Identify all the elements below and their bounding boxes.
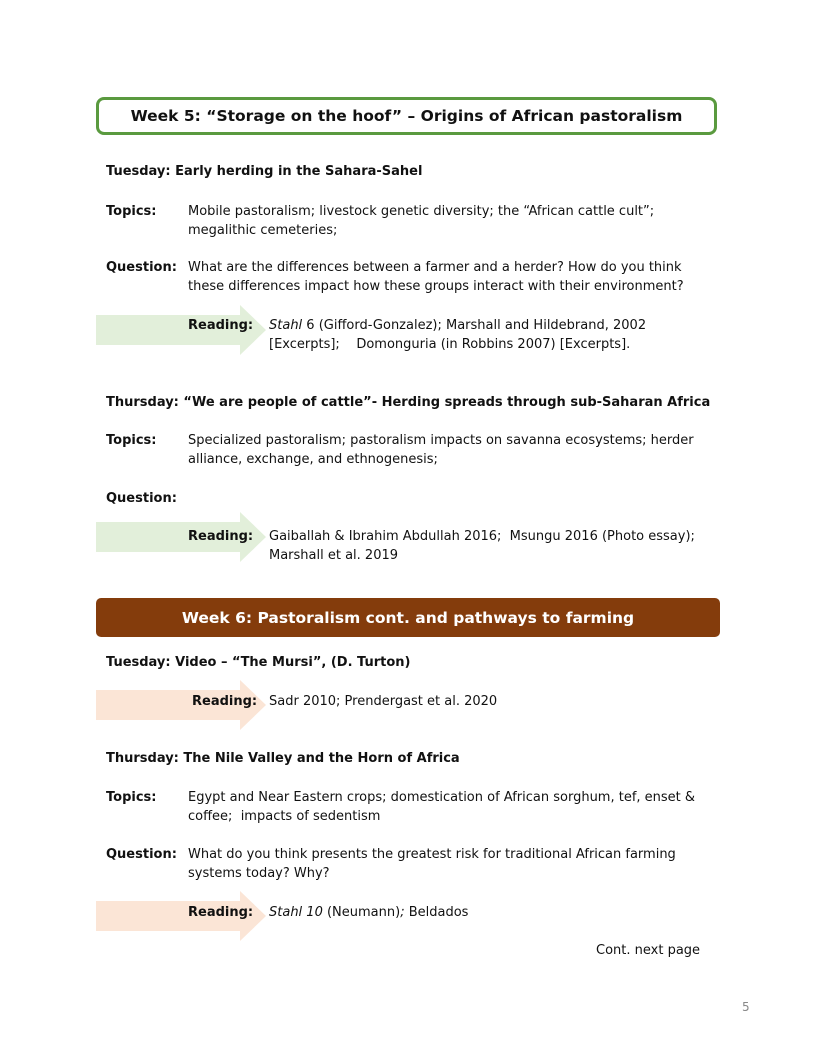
week6-thu-topics-label: Topics: [106,790,157,805]
week6-thu-question [188,845,708,883]
week5-tue-topics-label: Topics: [106,204,157,219]
topics-line: alliance, exchange, and ethnogenesis; [188,452,438,467]
continued-note: Cont. next page [596,943,701,958]
question-line: these differences impact how these groups interact with their environment? [188,279,684,294]
reading-text: (Neumann) [322,905,401,920]
week5-thu-reading-label: Reading: [188,529,254,544]
week6-thu-question-label: Question: [106,847,177,862]
week6-title-box [96,598,720,637]
reading-line: Marshall et al. 2019 [269,548,399,563]
week5-tue-question [188,258,708,296]
week5-thursday-heading: Thursday: “We are people of cattle”- Herding spreads through sub-Saharan Africa [106,395,711,410]
week6-thu-reading [269,903,709,922]
reading-italic: Stahl 10 [269,905,323,920]
week5-thu-topics [188,431,708,469]
reading-line [269,316,709,335]
reading-line: Gaiballah & Ibrahim Abdullah 2016; Msungu 2016 (Photo essay); [269,529,695,544]
reading-italic: ; [400,905,405,920]
week6-tue-reading-label: Reading: [192,694,258,709]
week6-title: Week 6: Pastoralism cont. and pathways to farming [181,608,635,627]
question-line: What do you think presents the greatest risk for traditional African farming [188,847,676,862]
page-number: 5 [742,1000,750,1014]
question-line: systems today? Why? [188,866,330,881]
week5-title: Week 5: “Storage on the hoof” – Origins of African pastoralism [130,107,683,125]
reading-italic: Stahl [269,318,303,333]
week6-thu-reading-label: Reading: [188,905,254,920]
week6-thursday-heading: Thursday: The Nile Valley and the Horn of Africa [106,751,460,766]
topics-line: Specialized pastoralism; pastoralism impacts on savanna ecosystems; herder [188,433,694,448]
reading-line [269,903,709,922]
week5-title-box [96,97,717,135]
topics-line: Egypt and Near Eastern crops; domestication of African sorghum, tef, enset & [188,790,696,805]
week5-tue-question-label: Question: [106,260,177,275]
question-line: What are the differences between a farmer and a herder? How do you think [188,260,682,275]
week6-tue-reading [269,692,709,711]
week6-thu-topics [188,788,708,826]
week5-tuesday-heading: Tuesday: Early herding in the Sahara-Sahel [106,164,423,179]
reading-line: [Excerpts]; Domonguria (in Robbins 2007) [Excerpts]. [269,337,631,352]
week5-thu-reading [269,527,709,565]
week5-tue-reading [269,316,709,354]
week5-tue-topics [188,202,708,240]
topics-line: megalithic cemeteries; [188,223,338,238]
week5-thu-question-label: Question: [106,491,177,506]
week5-thu-topics-label: Topics: [106,433,157,448]
reading-text: 6 (Gifford-Gonzalez); Marshall and Hildebrand, 2002 [302,318,647,333]
reading-line: Sadr 2010; Prendergast et al. 2020 [269,694,498,709]
reading-text: Beldados [404,905,469,920]
topics-line: coffee; impacts of sedentism [188,809,381,824]
week5-tue-reading-label: Reading: [188,318,254,333]
week6-tuesday-heading: Tuesday: Video – “The Mursi”, (D. Turton) [106,655,411,670]
topics-line: Mobile pastoralism; livestock genetic diversity; the “African cattle cult”; [188,204,655,219]
